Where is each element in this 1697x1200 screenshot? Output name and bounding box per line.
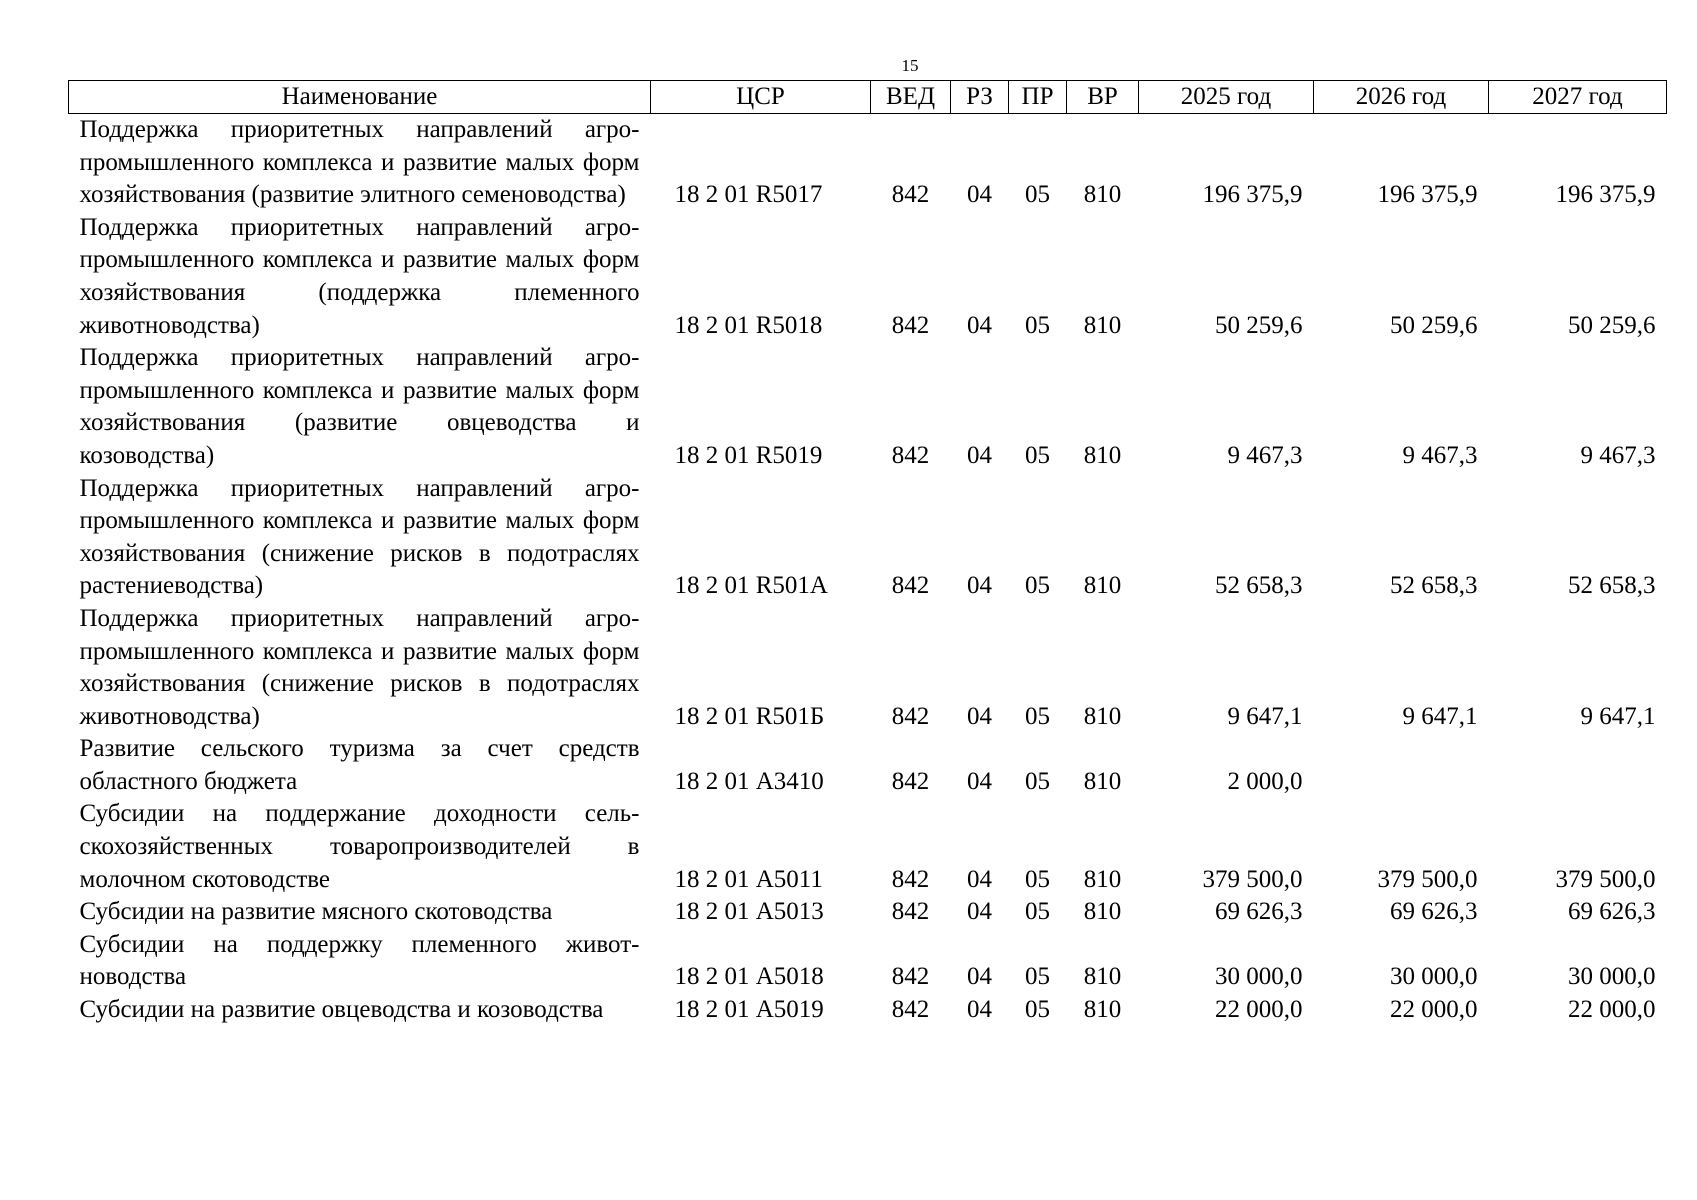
row-2027: 9 467,3 <box>1580 441 1656 469</box>
row-name: Поддержка приоритетных направлений агропромышленного комплекса и развитие малых форм хозяйствования (развитие элитного семеноводства) <box>79 116 640 209</box>
row-2025: 9 467,3 <box>1227 441 1303 469</box>
row-2026 <box>1314 733 1489 798</box>
row-rz: 04 <box>967 767 992 795</box>
row-pr: 05 <box>1025 181 1050 209</box>
row-vr: 810 <box>1083 865 1122 893</box>
row-name: Поддержка приоритетных направлений агропромышленного комплекса и развитие малых форм хозяйствования (снижение рисков в подотраслях животноводства) <box>79 604 640 730</box>
row-vr: 810 <box>1083 702 1122 730</box>
row-rz: 04 <box>967 963 992 991</box>
row-ved: 842 <box>891 311 930 339</box>
header-2026: 2026 год <box>1314 81 1489 114</box>
row-csr: 18 2 01 А5019 <box>674 996 824 1024</box>
row-csr: 18 2 01 R5017 <box>674 181 823 209</box>
row-csr: 18 2 01 А5018 <box>674 963 824 991</box>
row-csr: 18 2 01 А5011 <box>674 865 823 893</box>
row-2025: 379 500,0 <box>1202 865 1303 893</box>
row-2027: 50 259,6 <box>1568 311 1656 339</box>
row-name: Развитие сельского туризма за счет средств областного бюджета <box>79 735 640 795</box>
row-name: Поддержка приоритетных направлений агропромышленного комплекса и развитие малых форм хозяйствования (поддержка племенного животноводства) <box>79 213 640 339</box>
table-row <box>69 473 1667 603</box>
header-rz: РЗ <box>951 81 1009 114</box>
row-2027: 30 000,0 <box>1568 963 1656 991</box>
table-row <box>69 342 1667 472</box>
row-2026: 30 000,0 <box>1390 963 1478 991</box>
row-name: Субсидии на развитие овцеводства и козоводства <box>79 996 604 1024</box>
row-pr: 05 <box>1025 441 1050 469</box>
row-pr: 05 <box>1025 898 1050 926</box>
row-2026: 9 647,1 <box>1402 702 1478 730</box>
row-ved: 842 <box>891 702 930 730</box>
row-2027: 52 658,3 <box>1568 572 1656 600</box>
row-rz: 04 <box>967 898 992 926</box>
row-ved: 842 <box>891 898 930 926</box>
table-row <box>69 733 1667 798</box>
row-2026: 50 259,6 <box>1390 311 1478 339</box>
table-row <box>69 994 1667 1027</box>
row-name: Субсидии на поддержку племенного животноводства <box>79 930 640 991</box>
row-2027: 9 647,1 <box>1580 702 1656 730</box>
header-2027: 2027 год <box>1489 81 1667 114</box>
header-ved: ВЕД <box>871 81 951 114</box>
row-pr: 05 <box>1025 996 1050 1024</box>
row-2027: 22 000,0 <box>1568 996 1656 1024</box>
row-2025: 69 626,3 <box>1215 898 1303 926</box>
row-2025: 2 000,0 <box>1227 767 1303 795</box>
row-2027 <box>1489 733 1667 798</box>
row-pr: 05 <box>1025 963 1050 991</box>
row-pr: 05 <box>1025 702 1050 730</box>
row-vr: 810 <box>1083 963 1122 991</box>
row-pr: 05 <box>1025 767 1050 795</box>
row-rz: 04 <box>967 996 992 1024</box>
page-number: 15 <box>901 56 919 75</box>
row-pr: 05 <box>1025 572 1050 600</box>
header-pr: ПР <box>1009 81 1067 114</box>
row-vr: 810 <box>1083 996 1122 1024</box>
row-ved: 842 <box>891 572 930 600</box>
row-2027: 379 500,0 <box>1555 865 1656 893</box>
row-2025: 22 000,0 <box>1215 996 1303 1024</box>
table-row <box>69 212 1667 342</box>
row-rz: 04 <box>967 702 992 730</box>
row-name: Поддержка приоритетных направлений агропромышленного комплекса и развитие малых форм хозяйствования (снижение рисков в подотраслях растениеводства) <box>79 474 640 600</box>
row-rz: 04 <box>967 311 992 339</box>
row-csr: 18 2 01 R5019 <box>674 441 823 469</box>
row-rz: 04 <box>967 865 992 893</box>
budget-table <box>68 80 1667 1027</box>
row-name: Поддержка приоритетных направлений агропромышленного комплекса и развитие малых форм хозяйствования (развитие овцеводства и козоводства) <box>79 344 640 469</box>
row-2026: 379 500,0 <box>1377 865 1478 893</box>
table-row <box>69 798 1667 896</box>
row-2026: 69 626,3 <box>1390 898 1478 926</box>
table-row <box>69 929 1667 994</box>
table-body <box>69 114 1667 1027</box>
row-csr: 18 2 01 А3410 <box>674 767 824 795</box>
table-header-row <box>69 81 1667 114</box>
row-name: Субсидии на поддержание доходности сельскохозяйственных товаропроизводителей в молочном скотоводстве <box>79 800 640 893</box>
header-2025: 2025 год <box>1139 81 1314 114</box>
row-vr: 810 <box>1083 767 1122 795</box>
table-row <box>69 114 1667 212</box>
row-2026: 22 000,0 <box>1390 996 1478 1024</box>
row-vr: 810 <box>1083 181 1122 209</box>
row-csr: 18 2 01 А5013 <box>674 898 824 926</box>
row-pr: 05 <box>1025 865 1050 893</box>
row-vr: 810 <box>1083 311 1122 339</box>
row-ved: 842 <box>891 181 930 209</box>
row-csr: 18 2 01 R501А <box>674 572 828 600</box>
table-row <box>69 896 1667 929</box>
row-csr: 18 2 01 R501Б <box>674 702 825 730</box>
header-vr: ВР <box>1067 81 1139 114</box>
header-csr: ЦСР <box>651 81 871 114</box>
row-rz: 04 <box>967 181 992 209</box>
row-csr: 18 2 01 R5018 <box>674 311 823 339</box>
row-2025: 50 259,6 <box>1215 311 1303 339</box>
row-2025: 9 647,1 <box>1227 702 1303 730</box>
row-pr: 05 <box>1025 311 1050 339</box>
row-ved: 842 <box>891 996 930 1024</box>
row-rz: 04 <box>967 441 992 469</box>
row-ved: 842 <box>891 441 930 469</box>
table-row <box>69 603 1667 733</box>
row-ved: 842 <box>891 963 930 991</box>
row-name: Субсидии на развитие мясного скотоводства <box>79 898 553 926</box>
row-vr: 810 <box>1083 898 1122 926</box>
row-2027: 69 626,3 <box>1568 898 1656 926</box>
row-2025: 30 000,0 <box>1215 963 1303 991</box>
header-name: Наименование <box>69 81 651 114</box>
row-2025: 52 658,3 <box>1215 572 1303 600</box>
row-ved: 842 <box>891 767 930 795</box>
row-2026: 196 375,9 <box>1377 181 1478 209</box>
row-ved: 842 <box>891 865 930 893</box>
row-vr: 810 <box>1083 572 1122 600</box>
row-2026: 9 467,3 <box>1402 441 1478 469</box>
row-2026: 52 658,3 <box>1390 572 1478 600</box>
row-vr: 810 <box>1083 441 1122 469</box>
row-rz: 04 <box>967 572 992 600</box>
row-2025: 196 375,9 <box>1202 181 1303 209</box>
row-2027: 196 375,9 <box>1555 181 1656 209</box>
